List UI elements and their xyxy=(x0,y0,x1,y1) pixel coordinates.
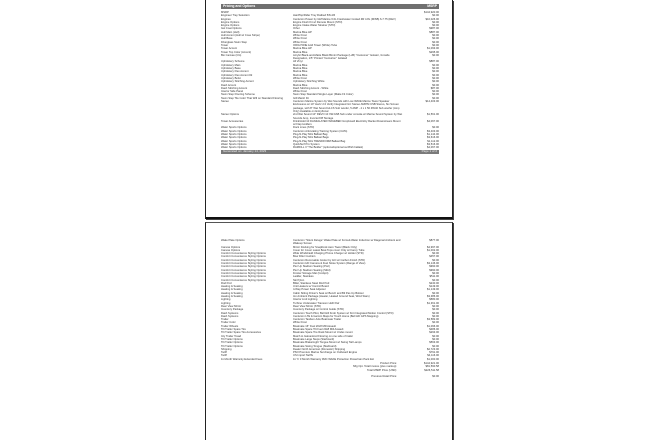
option-price: $0.00 xyxy=(432,311,439,315)
option-description: Plug-N-Play Mini TRENDFORM Ballast Bag xyxy=(293,139,346,143)
option-category: Trailer Color xyxy=(221,321,236,325)
option-price: $0.00 xyxy=(432,80,439,84)
option-description: Centurion LTE & Garmin Maps for Touch Home (Bell HD GPS Mapping) xyxy=(293,314,379,318)
option-category: Tower Accent xyxy=(221,47,237,51)
option-price: $1,361.00 xyxy=(427,301,439,305)
option-category: Interior Side Panel xyxy=(221,90,244,94)
option-description: All Vinyl xyxy=(293,60,303,64)
option-description: Gill Marsh Fit xyxy=(293,96,309,100)
option-description: 4-Way Power Seat Adjuster xyxy=(293,288,326,292)
option-price: $580.00 xyxy=(429,298,439,302)
option-category: Upholstery Stitching Accent xyxy=(221,80,254,84)
option-description: Other xyxy=(293,27,300,31)
option-category: Comfort Convenience Styling Options xyxy=(221,262,266,266)
option-description: White Frost xyxy=(293,76,307,80)
option-price: $511.00 xyxy=(429,275,439,279)
option-description: Inventory Package w/ Control Guide (STD) xyxy=(293,308,344,312)
previous-retail-label: Previous Retail Price: xyxy=(371,375,397,379)
option-category: Water Sports Options xyxy=(221,139,247,143)
option-description: Bow Filler Cushion xyxy=(293,255,316,259)
option-price: $14,403.00 xyxy=(425,100,439,104)
option-description: Cabin Sitting Driver's Seat w/ Bench and Bil Pas Up Bolster xyxy=(293,291,364,295)
option-category: Tilt Trailer Options xyxy=(221,341,243,345)
option-description: Plug-N-Play Mini Ballast Bag xyxy=(293,132,328,136)
option-category: Hull Base xyxy=(221,37,233,41)
option-description: Boatmate Spare Tire Rack Mount w/ Under-mount xyxy=(293,331,353,335)
option-category: Swim Step Tile Color That Will on Standard Flooring xyxy=(221,96,283,100)
option-description: Pier Up Stadium Seating (Stbd) xyxy=(293,268,331,272)
option-price: $0.00 xyxy=(432,67,439,71)
option-category: Comfort Convenience Styling Options xyxy=(221,255,266,259)
document-page-2 xyxy=(205,222,453,440)
option-category: Tower Accessories xyxy=(221,119,244,123)
option-category: Canvas Options xyxy=(221,245,241,249)
option-price: $0.00 xyxy=(432,73,439,77)
option-price: $791.00 xyxy=(429,351,439,355)
option-description: Match to Galvanized Flooring on one side of trailer xyxy=(293,334,354,338)
option-description: RAMFILL II "The Bolder" (optional/optional surf/fish ballast) xyxy=(293,146,364,150)
option-description: White Frost xyxy=(293,321,307,325)
option-category: Stereo xyxy=(221,100,229,104)
option-description: Billet, Stainless Steel Rod Pod xyxy=(293,281,330,285)
option-category: Tilt Trailer Spare Tire Accessories xyxy=(221,331,261,335)
option-price: $0.00 xyxy=(432,43,439,47)
option-price: $1,112.00 xyxy=(427,139,439,143)
option-description: QuickSurf Pro System xyxy=(293,142,320,146)
total-label: Mfg Opt. Total Invoice (plus markup): xyxy=(353,365,397,369)
option-description: White Frost xyxy=(293,90,307,94)
option-category: Bio Canvas (CG) xyxy=(221,53,242,57)
option-price: $1,000.00 xyxy=(427,357,439,361)
option-price: $990.00 xyxy=(429,265,439,269)
option-description: Centurion Power by GM Marine 6.0L Freshwater Cooled ZR 4.8L (M/SB) 6-7.75 (DEV) xyxy=(293,17,396,21)
option-description: PSO Premium Marine Surcharge on Outboard Engine xyxy=(293,351,358,355)
option-category: Trailer Wheels xyxy=(221,324,239,328)
option-category: Rod Pod xyxy=(221,281,232,285)
option-description: Unit Heaters w/ Control Board xyxy=(293,285,329,289)
option-price: $1,144.00 xyxy=(427,132,439,136)
document-page-1 xyxy=(205,0,453,219)
option-price: $2,723.00 xyxy=(427,347,439,351)
option-category: Upholstery Flex Accent xyxy=(221,70,249,74)
option-price: $0.00 xyxy=(432,314,439,318)
option-price: $3,516.00 xyxy=(427,142,439,146)
option-price: $0.00 xyxy=(432,90,439,94)
option-price: $10,026.00 xyxy=(425,17,439,21)
option-price: $0.00 xyxy=(432,308,439,312)
table-row xyxy=(221,358,439,361)
option-price: $0.00 xyxy=(432,271,439,275)
option-description: Turbine Underwater Transom LED Pair xyxy=(293,301,340,305)
option-description: Marina Blue xyxy=(293,70,308,74)
option-price: $0.00 xyxy=(432,304,439,308)
option-description: Dash Stitching Accent - White xyxy=(293,86,329,90)
option-description: Marina Blue xyxy=(293,83,308,87)
option-category: Upholstery Main xyxy=(221,63,241,67)
option-description: Marina Blue xyxy=(293,63,308,67)
option-category: Gel Coat Options xyxy=(221,27,242,31)
option-price: $1,149.00 xyxy=(427,288,439,292)
option-price: $0.00 xyxy=(432,344,439,348)
option-description: Centurion Tandem Axle Boatmate Trailer xyxy=(293,318,342,322)
option-category: Lighting xyxy=(221,298,231,302)
option-price: $0.00 xyxy=(432,37,439,41)
option-category: Fiberglass Swim Step xyxy=(221,40,247,44)
option-category: MSRP xyxy=(221,11,229,14)
option-category: Dash Accent xyxy=(221,83,237,87)
option-price: $3,146.00 xyxy=(427,262,439,266)
option-price: $87.00 xyxy=(430,86,439,90)
option-category: Tilt Trailer Spare Tire xyxy=(221,328,246,332)
option-category: Comfort Convenience Styling Options xyxy=(221,258,266,262)
option-category: Upholstery Base xyxy=(221,67,241,71)
option-price: $990.00 xyxy=(429,268,439,272)
option-price: $0.00 xyxy=(432,70,439,74)
option-description: Centurion Marine System by Wet Sounds with Low WAVE Marine Tower Speaker Enclosures w/ 10" Hertz 2.0 Verify Integrated ILC Stereo AMP/M USB Stereo, Six Screen package, with 8" Wet Sound HLCS Sub woofer, 5 AMP - 4 x 1 50 ZW40 Sub woofer (Amp Only) Available on EntryZonal xyxy=(293,100,400,113)
option-price: $457.00 xyxy=(429,255,439,259)
option-price: $4,067.00 xyxy=(427,119,439,123)
option-price: $0.00 xyxy=(432,93,439,97)
option-category: Tariff xyxy=(221,351,227,355)
option-description: Froster Storage Mat (Cockpit) xyxy=(293,271,329,275)
option-price: $0.00 xyxy=(432,63,439,67)
option-price: $0.00 xyxy=(432,14,439,18)
option-category: Heating & Seating xyxy=(221,285,243,289)
option-price: $486.00 xyxy=(429,328,439,332)
option-category: 11 Month Warranty Extended Fees xyxy=(221,357,263,361)
totals-block xyxy=(221,362,439,372)
option-price: $3,386.00 xyxy=(427,295,439,299)
option-description: Boatmate Spare Tilt Fuel 20x8 Mill Assault xyxy=(293,328,344,332)
total-value: $226,511.58 xyxy=(424,368,439,372)
table-row xyxy=(221,239,439,246)
pricing-table-continued xyxy=(221,239,439,361)
option-price: $563.00 xyxy=(429,341,439,345)
option-description: ORIGYDNE Acid Tower (White) Tube xyxy=(293,43,338,47)
option-description: Marina Blue xyxy=(293,67,308,71)
option-description: White Frost xyxy=(293,34,307,38)
option-description: Cover for Cover Latest Boat Tops cover Only w/ Fancy Tube xyxy=(293,248,365,252)
option-description: Drink/Hold 10 DANZALATED WAVEBED Gropboard Electricity Racket Downstream Mount w/ Flap Holders xyxy=(293,119,401,127)
option-price: $0.00 xyxy=(432,337,439,341)
option-price: $0.00 xyxy=(432,291,439,295)
option-description: Marina Blue xyxy=(293,73,308,77)
option-category: Heating & Seating xyxy=(221,291,243,295)
option-category: Hull Main (Hull) xyxy=(221,30,240,34)
option-price: $887.00 xyxy=(429,60,439,64)
option-price: $1,561.00 xyxy=(427,113,439,117)
option-description: Marina Blue HP xyxy=(293,47,312,51)
option-category: Engine Options xyxy=(221,20,240,24)
option-description: Engine Intake Water Strainer (STD) xyxy=(293,24,336,28)
option-description: Marina Blue HP xyxy=(293,30,312,34)
option-category: Comfort Convenience Styling Options xyxy=(221,252,266,256)
option-price: $0.00 xyxy=(432,76,439,80)
option-category: Upholstery Flex Accent #2 xyxy=(221,73,253,77)
option-price: $4,116.00 xyxy=(427,354,439,358)
option-description: Upholstery Stitching White xyxy=(293,80,325,84)
option-category: Dash Stitching Accent xyxy=(221,86,248,90)
option-category: Water Sports Options xyxy=(221,136,247,140)
option-price: $1,096.00 xyxy=(427,324,439,328)
option-description: Centurion Articulating Training System (CATs) xyxy=(293,129,348,133)
option-description: Boatmate Large Steps (Starboard) xyxy=(293,337,335,341)
option-description: Dealer North American (Domestic) Shipping xyxy=(293,347,346,351)
option-description: Boatmate Brake/Light Tongue Mount w/ Swing Tail Lamps xyxy=(293,341,362,345)
option-description: Mirror Docking for SnapDock Aero Tower (Black Only) xyxy=(293,245,358,249)
option-description: White Frost xyxy=(293,37,307,41)
option-description: Interior Lind Lighting xyxy=(293,298,318,302)
option-category: Engineer Tray Selection xyxy=(221,14,250,18)
option-category: Heating & Seating xyxy=(221,288,243,292)
option-category: Tower xyxy=(221,43,229,47)
pricing-table xyxy=(221,11,439,149)
option-description: 2nd Wet Sound 10" REVO 10 XW-FAB Sub under console w/ Marine Sound System by Wet Sounds Amp, Inverter/Off Storage xyxy=(293,113,403,120)
option-category: Lighting xyxy=(221,301,231,305)
option-category: Dash Systems xyxy=(221,311,239,315)
option-category: Swim Step Flooring Scheme xyxy=(221,93,255,97)
option-category: Wake Plate Options xyxy=(221,239,245,242)
option-description: Rear View Mirror (STD) xyxy=(293,304,322,308)
option-description: Engine Flush Kit w/ Remote Mount (STD) xyxy=(293,20,343,24)
option-price: $987.00 xyxy=(429,27,439,31)
option-description: Ladder, Stainless xyxy=(293,275,314,279)
pricing-header-bar xyxy=(221,4,439,9)
option-price: $4,997.00 xyxy=(427,245,439,249)
option-price: $3,582.00 xyxy=(427,318,439,322)
option-price: $240.00 xyxy=(429,281,439,285)
option-price: $0.00 xyxy=(432,321,439,325)
option-category: Upholstery Scheme xyxy=(221,60,245,64)
option-description: Dock Lines (STD) xyxy=(293,126,315,130)
option-category: Tilt Trailer Options xyxy=(221,344,243,348)
option-price: $0.00 xyxy=(432,40,439,44)
option-price: $144,920.00 xyxy=(424,11,439,14)
option-price: $0.00 xyxy=(432,53,439,57)
option-category: Water Sports Options xyxy=(221,126,247,130)
option-price: $4,067.00 xyxy=(427,146,439,150)
option-category: Water Sports Options xyxy=(221,129,247,133)
option-price: $0.00 xyxy=(432,252,439,256)
page-footer-bar xyxy=(221,150,439,154)
option-category: Hull Accent (Hull w/ Cove Stripe) xyxy=(221,34,260,38)
option-description: White Frost xyxy=(293,40,307,44)
option-description: Plug-N-Play Mini Ballast Bags xyxy=(293,136,329,140)
option-price: $295.00 xyxy=(429,50,439,54)
option-category: Rear View Mirror xyxy=(221,304,242,308)
option-price: $0.00 xyxy=(432,34,439,38)
option-description: US Import Tariffs xyxy=(293,354,313,358)
option-price: $149.00 xyxy=(429,285,439,289)
total-label: Product Price: xyxy=(380,361,397,365)
option-category: Trailer xyxy=(221,318,229,322)
option-category: Water Sports Options xyxy=(221,132,247,136)
total-value: $144,921.00 xyxy=(424,361,439,365)
option-description: Centurion "Silent Deluge" Wake Plate w/ Forced-Water Induction w/ Diagonal Ambient and Wakeup Screen xyxy=(293,239,401,246)
option-price: $3,403.00 xyxy=(427,129,439,133)
option-price: $0.00 xyxy=(432,126,439,130)
option-category: Comfort Convenience Styling Options xyxy=(221,265,266,269)
option-category: Canvas Options xyxy=(221,248,241,252)
option-price: $1,093.00 xyxy=(427,47,439,51)
option-price: $0.00 xyxy=(432,20,439,24)
total-value: $81,590.58 xyxy=(425,365,439,369)
option-category: Comfort Convenience Styling Options xyxy=(221,278,266,282)
option-description: Boatmate 16" Fuel 20x8 Mill Assault xyxy=(293,324,336,328)
option-description: Centurion Removable Cooler by ACI w/ Carbon Finish (STD) xyxy=(293,258,366,262)
option-description: Ion Ambient Package (Heater, Heated Ground Seat, Wind Stars) xyxy=(293,295,370,299)
option-description: HardTop/Rider Tray Flatbed 5/8-4/6 xyxy=(293,14,336,18)
option-category: Inly Trailer Tread xyxy=(221,334,242,338)
previous-retail-value: $0.00 xyxy=(432,375,439,379)
option-category: Comfort Convenience Styling Options xyxy=(221,268,266,272)
option-description: Swim Step Standard Single Layer (Matte Fit Color) xyxy=(293,93,354,97)
option-description: 11 Yr 3 Month Warranty 3MC WAKE Protection Powertrain Pack Ext xyxy=(293,357,374,361)
option-category: Comfort Convenience Styling Options xyxy=(221,271,266,275)
option-category: Dash Systems xyxy=(221,314,239,318)
option-category: Tariff xyxy=(221,354,227,358)
option-description: Marina Blue xyxy=(293,50,308,54)
option-price: $0.00 xyxy=(432,334,439,338)
option-category: Stereo Options xyxy=(221,113,239,117)
option-category: Engine Options xyxy=(221,24,240,28)
option-price: $293.00 xyxy=(429,331,439,335)
option-description: Ski Pylon xyxy=(293,278,305,282)
option-category: Engines xyxy=(221,17,231,21)
option-price: $0.00 xyxy=(432,24,439,28)
option-description: Acrylic Black-and-Matte Black Bimini Package (LxB) "Customer" Isolator, 3-inside Designation, 1/5" Printed "Centurion" Isolated xyxy=(293,53,390,61)
option-price: $0.00 xyxy=(432,83,439,87)
option-category: Water Sports Options xyxy=(221,146,247,150)
option-price: $877.00 xyxy=(429,239,439,242)
option-category: Inventory Package xyxy=(221,308,244,312)
option-price: $887.00 xyxy=(429,30,439,34)
option-price: $3,616.00 xyxy=(427,136,439,140)
option-description: Boatmate Swing Tongue (Starboard) xyxy=(293,344,337,348)
section-title: Pricing and Options xyxy=(223,4,256,8)
generated-date: Generated on: January 14, 2023 xyxy=(223,149,267,154)
option-price: $0.00 xyxy=(432,258,439,262)
page-number: Page 1 of 2 xyxy=(421,149,437,154)
option-category: Tilt Trailer Options xyxy=(221,337,243,341)
msrp-column-header: MSRP xyxy=(427,4,437,8)
total-label: Total MSRP Price (USD): xyxy=(367,368,397,372)
option-price: $0.00 xyxy=(432,96,439,100)
option-price: $1,002.00 xyxy=(427,248,439,252)
option-description: Wide Windshield Charging Phone Charger w/ Holder (STD) xyxy=(293,252,364,256)
option-category: Tower Top Color (Accent) xyxy=(221,50,252,54)
option-price: $0.00 xyxy=(432,278,439,282)
option-description: Centurion HD Camera & Fuel Noise System (Range of View) xyxy=(293,262,366,266)
previous-retail-row xyxy=(221,375,439,378)
option-category: Heating & Seating xyxy=(221,295,243,299)
total-row xyxy=(221,369,439,372)
option-category: Upholstery Bolst xyxy=(221,76,241,80)
option-description: Centurion Touch Pilot, Bell Hill Knob System w/ Knit Integrated Motion Control (STD) xyxy=(293,311,394,315)
option-category: Water Sports Options xyxy=(221,142,247,146)
option-category: Shipping xyxy=(221,347,232,351)
option-description: Pier Up Stadium Seating (Port) xyxy=(293,265,330,269)
table-row xyxy=(221,113,439,120)
table-row xyxy=(221,100,439,113)
option-category: Comfort Convenience Styling Options xyxy=(221,275,266,279)
